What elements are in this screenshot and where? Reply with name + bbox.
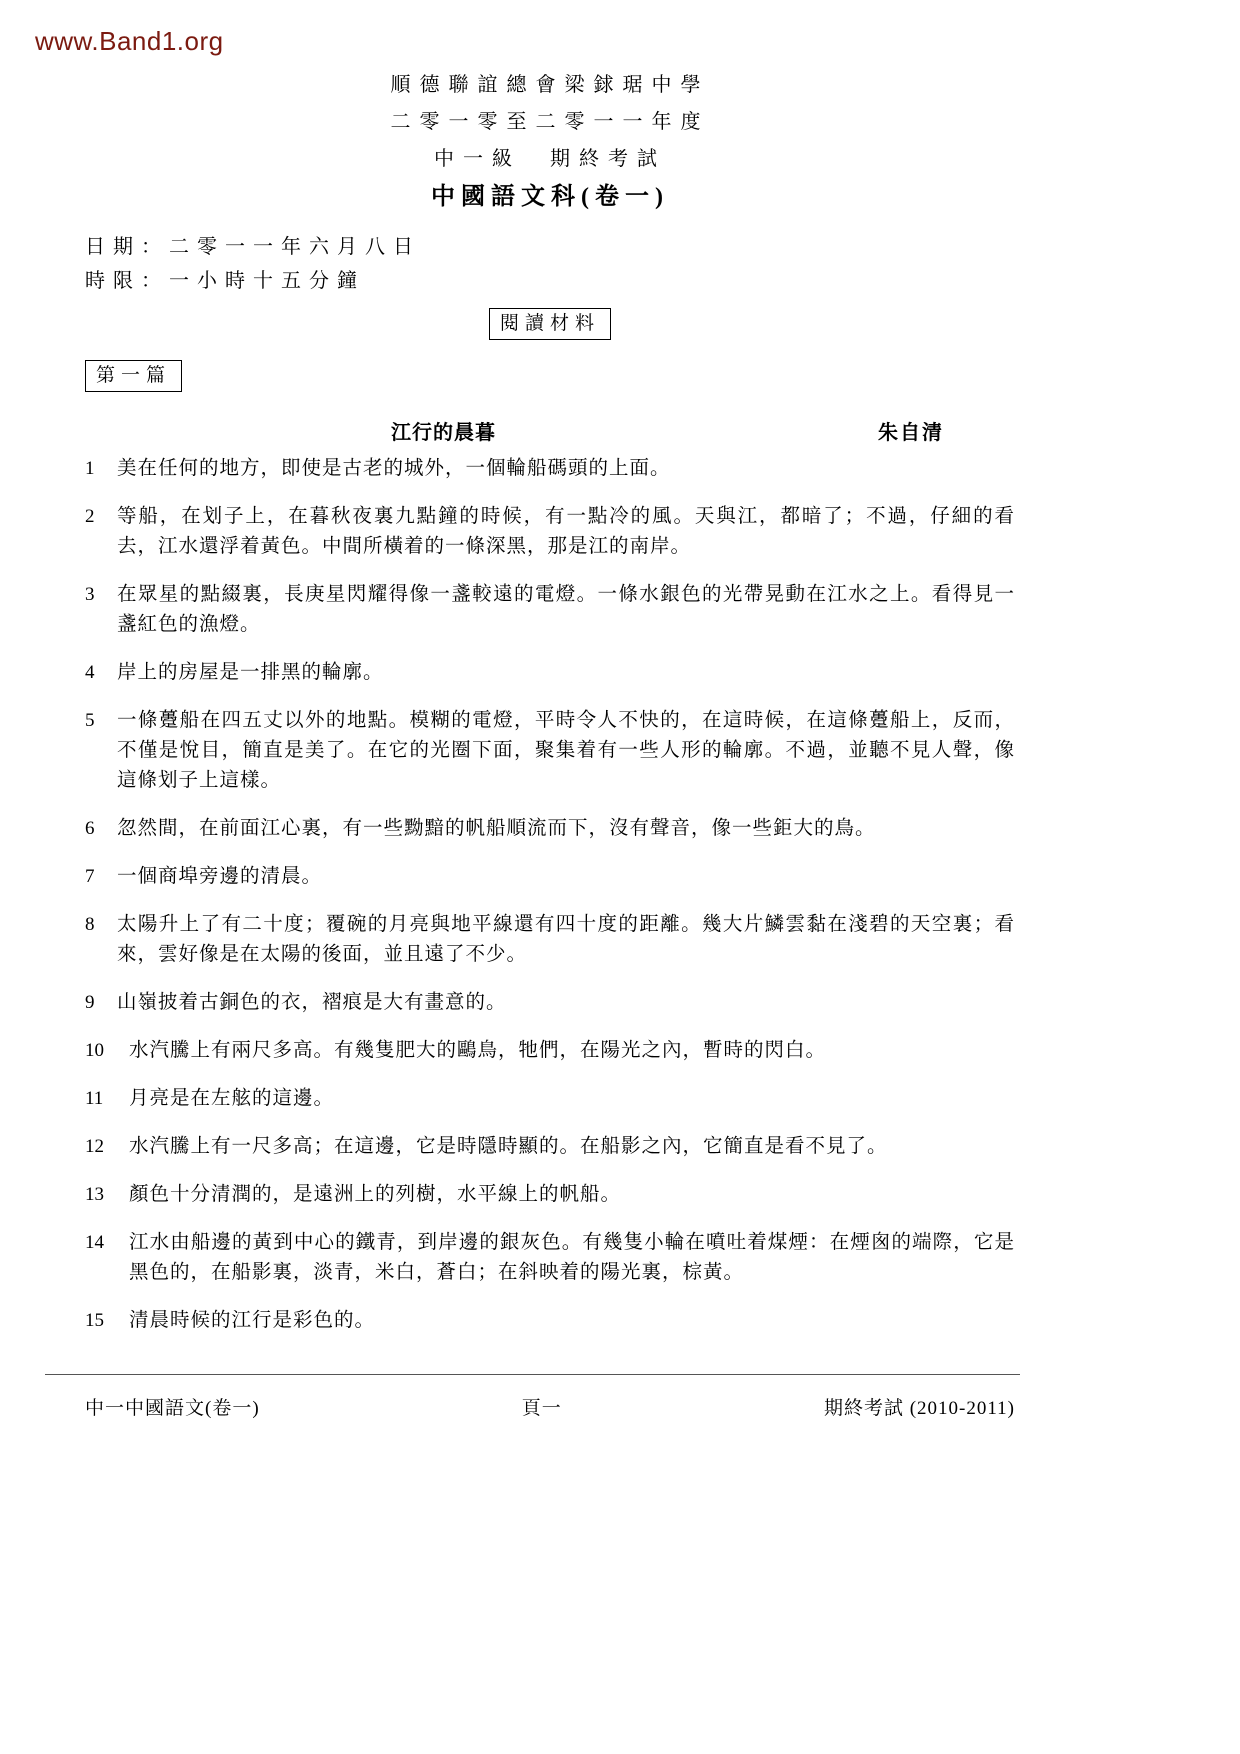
passage-title-row xyxy=(85,416,1015,446)
paragraph-number: 4 xyxy=(85,662,95,683)
paragraph-text: 太陽升上了有二十度；覆碗的月亮與地平線還有四十度的距離。幾大片鱗雲黏在淺碧的天空裏；看來，雲好像是在太陽的後面，並且遠了不少。 xyxy=(117,914,1015,965)
school-name: 順德聯誼總會梁銶琚中學 xyxy=(390,74,710,96)
paragraph-text: 忽然間，在前面江心裏，有一些黝黯的帆船順流而下，沒有聲音，像一些鉅大的鳥。 xyxy=(117,818,876,839)
paragraph-text: 一個商埠旁邊的清晨。 xyxy=(117,866,323,887)
site-watermark: www.Band1.org xyxy=(35,26,224,56)
passage-paragraph xyxy=(85,862,1015,892)
paragraph-number: 12 xyxy=(85,1136,104,1157)
passage-paragraph xyxy=(85,1228,1015,1288)
paragraph-text: 水汽騰上有兩尺多高。有幾隻肥大的鷗鳥，牠們，在陽光之內，暫時的閃白。 xyxy=(129,1040,827,1061)
paragraph-number: 14 xyxy=(85,1232,104,1253)
footer-left: 中一中國語文(卷一) xyxy=(85,1398,260,1419)
paragraph-number: 7 xyxy=(85,866,95,887)
passage-paragraph xyxy=(85,814,1015,844)
paragraph-number: 11 xyxy=(85,1088,104,1109)
paragraph-number: 5 xyxy=(85,710,95,731)
paragraph-text: 在眾星的點綴裏，長庚星閃耀得像一盞較遠的電燈。一條水銀色的光帶晃動在江水之上。看得見一盞紅色的漁燈。 xyxy=(117,584,1015,635)
passage-paragraph xyxy=(85,658,1015,688)
passage-paragraph xyxy=(85,502,1015,562)
passage-paragraph xyxy=(85,454,1015,484)
passage-paragraph xyxy=(85,988,1015,1018)
passage-paragraph xyxy=(85,706,1015,796)
reading-material-box: 閱讀材料 xyxy=(489,308,611,340)
paragraph-number: 8 xyxy=(85,914,95,935)
reading-material-section xyxy=(85,308,1015,340)
passage-paragraph xyxy=(85,1132,1015,1162)
passage-paragraph xyxy=(85,1306,1015,1336)
paragraph-text: 清晨時候的江行是彩色的。 xyxy=(129,1310,376,1331)
paragraph-text: 水汽騰上有一尺多高；在這邊，它是時隱時顯的。在船影之內，它簡直是看不見了。 xyxy=(129,1136,888,1157)
passage-body xyxy=(85,454,1015,1336)
paragraph-number: 10 xyxy=(85,1040,104,1061)
exam-duration: 時限：一小時十五分鐘 xyxy=(85,270,365,292)
exam-name: 中一級 期終考試 xyxy=(434,148,666,170)
exam-date: 日期：二零一一年六月八日 xyxy=(85,236,421,258)
paragraph-text: 江水由船邊的黃到中心的鐵青，到岸邊的銀灰色。有幾隻小輪在噴吐着煤煙：在煙囪的端際，它是黑色的，在船影裏，淡青，米白，蒼白；在斜映着的陽光裏，棕黃。 xyxy=(129,1232,1015,1283)
paragraph-text: 顏色十分清潤的，是遠洲上的列樹，水平線上的帆船。 xyxy=(129,1184,622,1205)
paragraph-number: 2 xyxy=(85,506,95,527)
paragraph-text: 美在任何的地方，即使是古老的城外，一個輪船碼頭的上面。 xyxy=(117,458,671,479)
passage-title: 江行的晨暮 xyxy=(391,422,496,444)
passage-paragraph xyxy=(85,1036,1015,1066)
exam-info xyxy=(85,230,1015,298)
paragraph-number: 13 xyxy=(85,1184,104,1205)
paragraph-number: 6 xyxy=(85,818,95,839)
passage-paragraph xyxy=(85,580,1015,640)
passage-paragraph xyxy=(85,1180,1015,1210)
passage-paragraph xyxy=(85,910,1015,970)
paragraph-text: 山嶺披着古銅色的衣，褶痕是大有畫意的。 xyxy=(117,992,507,1013)
part-one-box: 第一篇 xyxy=(85,360,182,392)
passage-paragraph xyxy=(85,1084,1015,1114)
exam-header xyxy=(85,70,1015,214)
academic-year: 二零一零至二零一一年度 xyxy=(390,111,710,133)
passage-author: 朱自清 xyxy=(878,422,944,444)
paragraph-number: 1 xyxy=(85,458,95,479)
paragraph-number: 3 xyxy=(85,584,95,605)
footer-row xyxy=(85,1393,1015,1420)
footer-right: 期終考試 (2010-2011) xyxy=(823,1398,1015,1419)
subject-title: 中國語文科(卷一) xyxy=(431,184,669,210)
part-one-section xyxy=(85,360,1015,392)
paragraph-text: 岸上的房屋是一排黑的輪廓。 xyxy=(117,662,384,683)
footer-page-number: 頁一 xyxy=(521,1398,562,1419)
paragraph-text: 一條躉船在四五丈以外的地點。模糊的電燈，平時令人不快的，在這時候，在這條躉船上，反而，不僅是悅目，簡直是美了。在它的光圈下面，聚集着有一些人形的輪廓。不過，並聽不見人聲，像這條划子上這樣。 xyxy=(117,710,1015,791)
page-content xyxy=(85,0,1015,1354)
paragraph-text: 等船，在划子上，在暮秋夜裏九點鐘的時候，有一點冷的風。天與江，都暗了；不過，仔細的看去，江水還浮着黃色。中間所橫着的一條深黑，那是江的南岸。 xyxy=(117,506,1015,557)
paragraph-number: 9 xyxy=(85,992,95,1013)
page-footer xyxy=(45,1374,1020,1420)
paragraph-text: 月亮是在左舷的這邊。 xyxy=(129,1088,335,1109)
paragraph-number: 15 xyxy=(85,1310,104,1331)
